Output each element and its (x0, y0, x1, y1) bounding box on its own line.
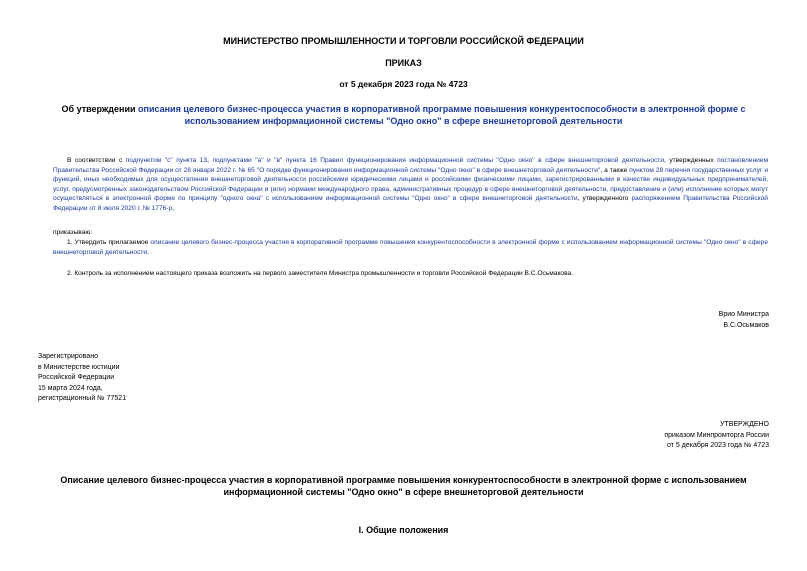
signature-name: В.С.Осьмаков (723, 321, 769, 329)
intro-text-2: , (207, 157, 213, 164)
intro-text-1: В соответствии с (67, 157, 126, 164)
title-link[interactable]: описания целевого бизнес-процесса участия в корпоративной программе повышения конкурентоспособности в электронной форме с использованием информационной системы "Одно окно" в сфере внешнеторговой деятельности (138, 104, 746, 126)
description-title: Описание целевого бизнес-процесса участия в корпоративной программе повышения конкурентоспособности в электронной форме с использованием информационной системы "Одно окно" в сфере внешнеторговой деятельности (60, 475, 747, 497)
link-decree-65[interactable]: постановлением Правительства Российской Федерации от 28 января 2022 г. № 65 "О порядке функционирования информационной системы "Одно окно" в сфере внешнеторговой деятельности" (53, 157, 768, 174)
registration-line-2: в Министерстве юстиции (38, 363, 120, 371)
registration-line-1: Зарегистрировано (38, 353, 98, 360)
title-prefix: Об утверждении (61, 104, 139, 114)
ministry-heading: МИНИСТЕРСТВО ПРОМЫШЛЕННОСТИ И ТОРГОВЛИ РОССИЙСКОЙ ФЕДЕРАЦИИ (223, 36, 584, 46)
item1-text-2: . (147, 248, 149, 256)
order-item-2: 2. Контроль за исполнением настоящего приказа возложить на первого заместителя Министра промышленности и торговли Российской Федерации В.С.Осьмакова. (67, 270, 574, 277)
intro-text-5: , утвержденного (577, 195, 632, 202)
approval-line-2: приказом Минпромторга России (664, 431, 769, 439)
link-rules[interactable]: подпунктами "а" и "в" пункта 16 Правил функционирования информационной системы "Одно окно" в сфере внешнеторговой деятельности (212, 157, 665, 164)
section-title: I. Общие положения (358, 525, 449, 535)
orders-label: приказываю: (53, 229, 93, 236)
document-type: ПРИКАЗ (385, 58, 422, 68)
registration-line-5: регистрационный № 77521 (38, 395, 127, 402)
order-item-1 (53, 238, 768, 257)
approval-line-3: от 5 декабря 2023 года № 4723 (667, 442, 769, 449)
signature-block (719, 310, 769, 331)
registration-block (38, 352, 126, 405)
document-title (40, 104, 767, 127)
registration-line-4: 15 марта 2024 года, (38, 384, 103, 392)
intro-text-6: , (172, 204, 175, 212)
link-point-28[interactable]: пунктом 28 перечня государственных услуг и функций, иных необходимых для осуществления внешнеторговой деятельности российскими юридическими лицами и российскими физическими лицами, зарегистрированными в качестве индивидуальных предпринимателей, услуг, предусмотренных законодательством Российской Федерации и (или) нормами международного права, административных процедур в сфере внешнеторговой деятельности, предоставление и (или) исполнение которых могут осуществляться в электронной форме по принципу "одного окна" с использованием информационной системы "Одно окно" в сфере внешнеторговой деятельности (53, 166, 768, 202)
item1-text-1: 1. Утвердить прилагаемое (67, 239, 151, 246)
document-date-number: от 5 декабря 2023 года № 4723 (339, 79, 468, 89)
intro-text-3: , утвержденных (664, 157, 718, 164)
approval-line-1: УТВЕРЖДЕНО (719, 421, 769, 428)
link-subpoint-c[interactable]: подпунктом "с" пункта 13 (125, 157, 208, 164)
registration-line-3: Российской Федерации (38, 374, 115, 381)
intro-text-4: , а также (600, 166, 630, 174)
approval-block (664, 420, 769, 452)
signature-position: Врио Министра (718, 311, 769, 318)
link-description[interactable]: описание целевого бизнес-процесса участия в корпоративной программе повышения конкурентоспособности в электронной форме с использованием информационной системы "Одно окно" в сфере внешнеторговой деятельности (53, 239, 768, 256)
intro-paragraph (53, 156, 768, 213)
link-order-1776[interactable]: распоряжением Правительства Российской Федерации от 8 июля 2020 г. № 1776-р (53, 195, 768, 212)
